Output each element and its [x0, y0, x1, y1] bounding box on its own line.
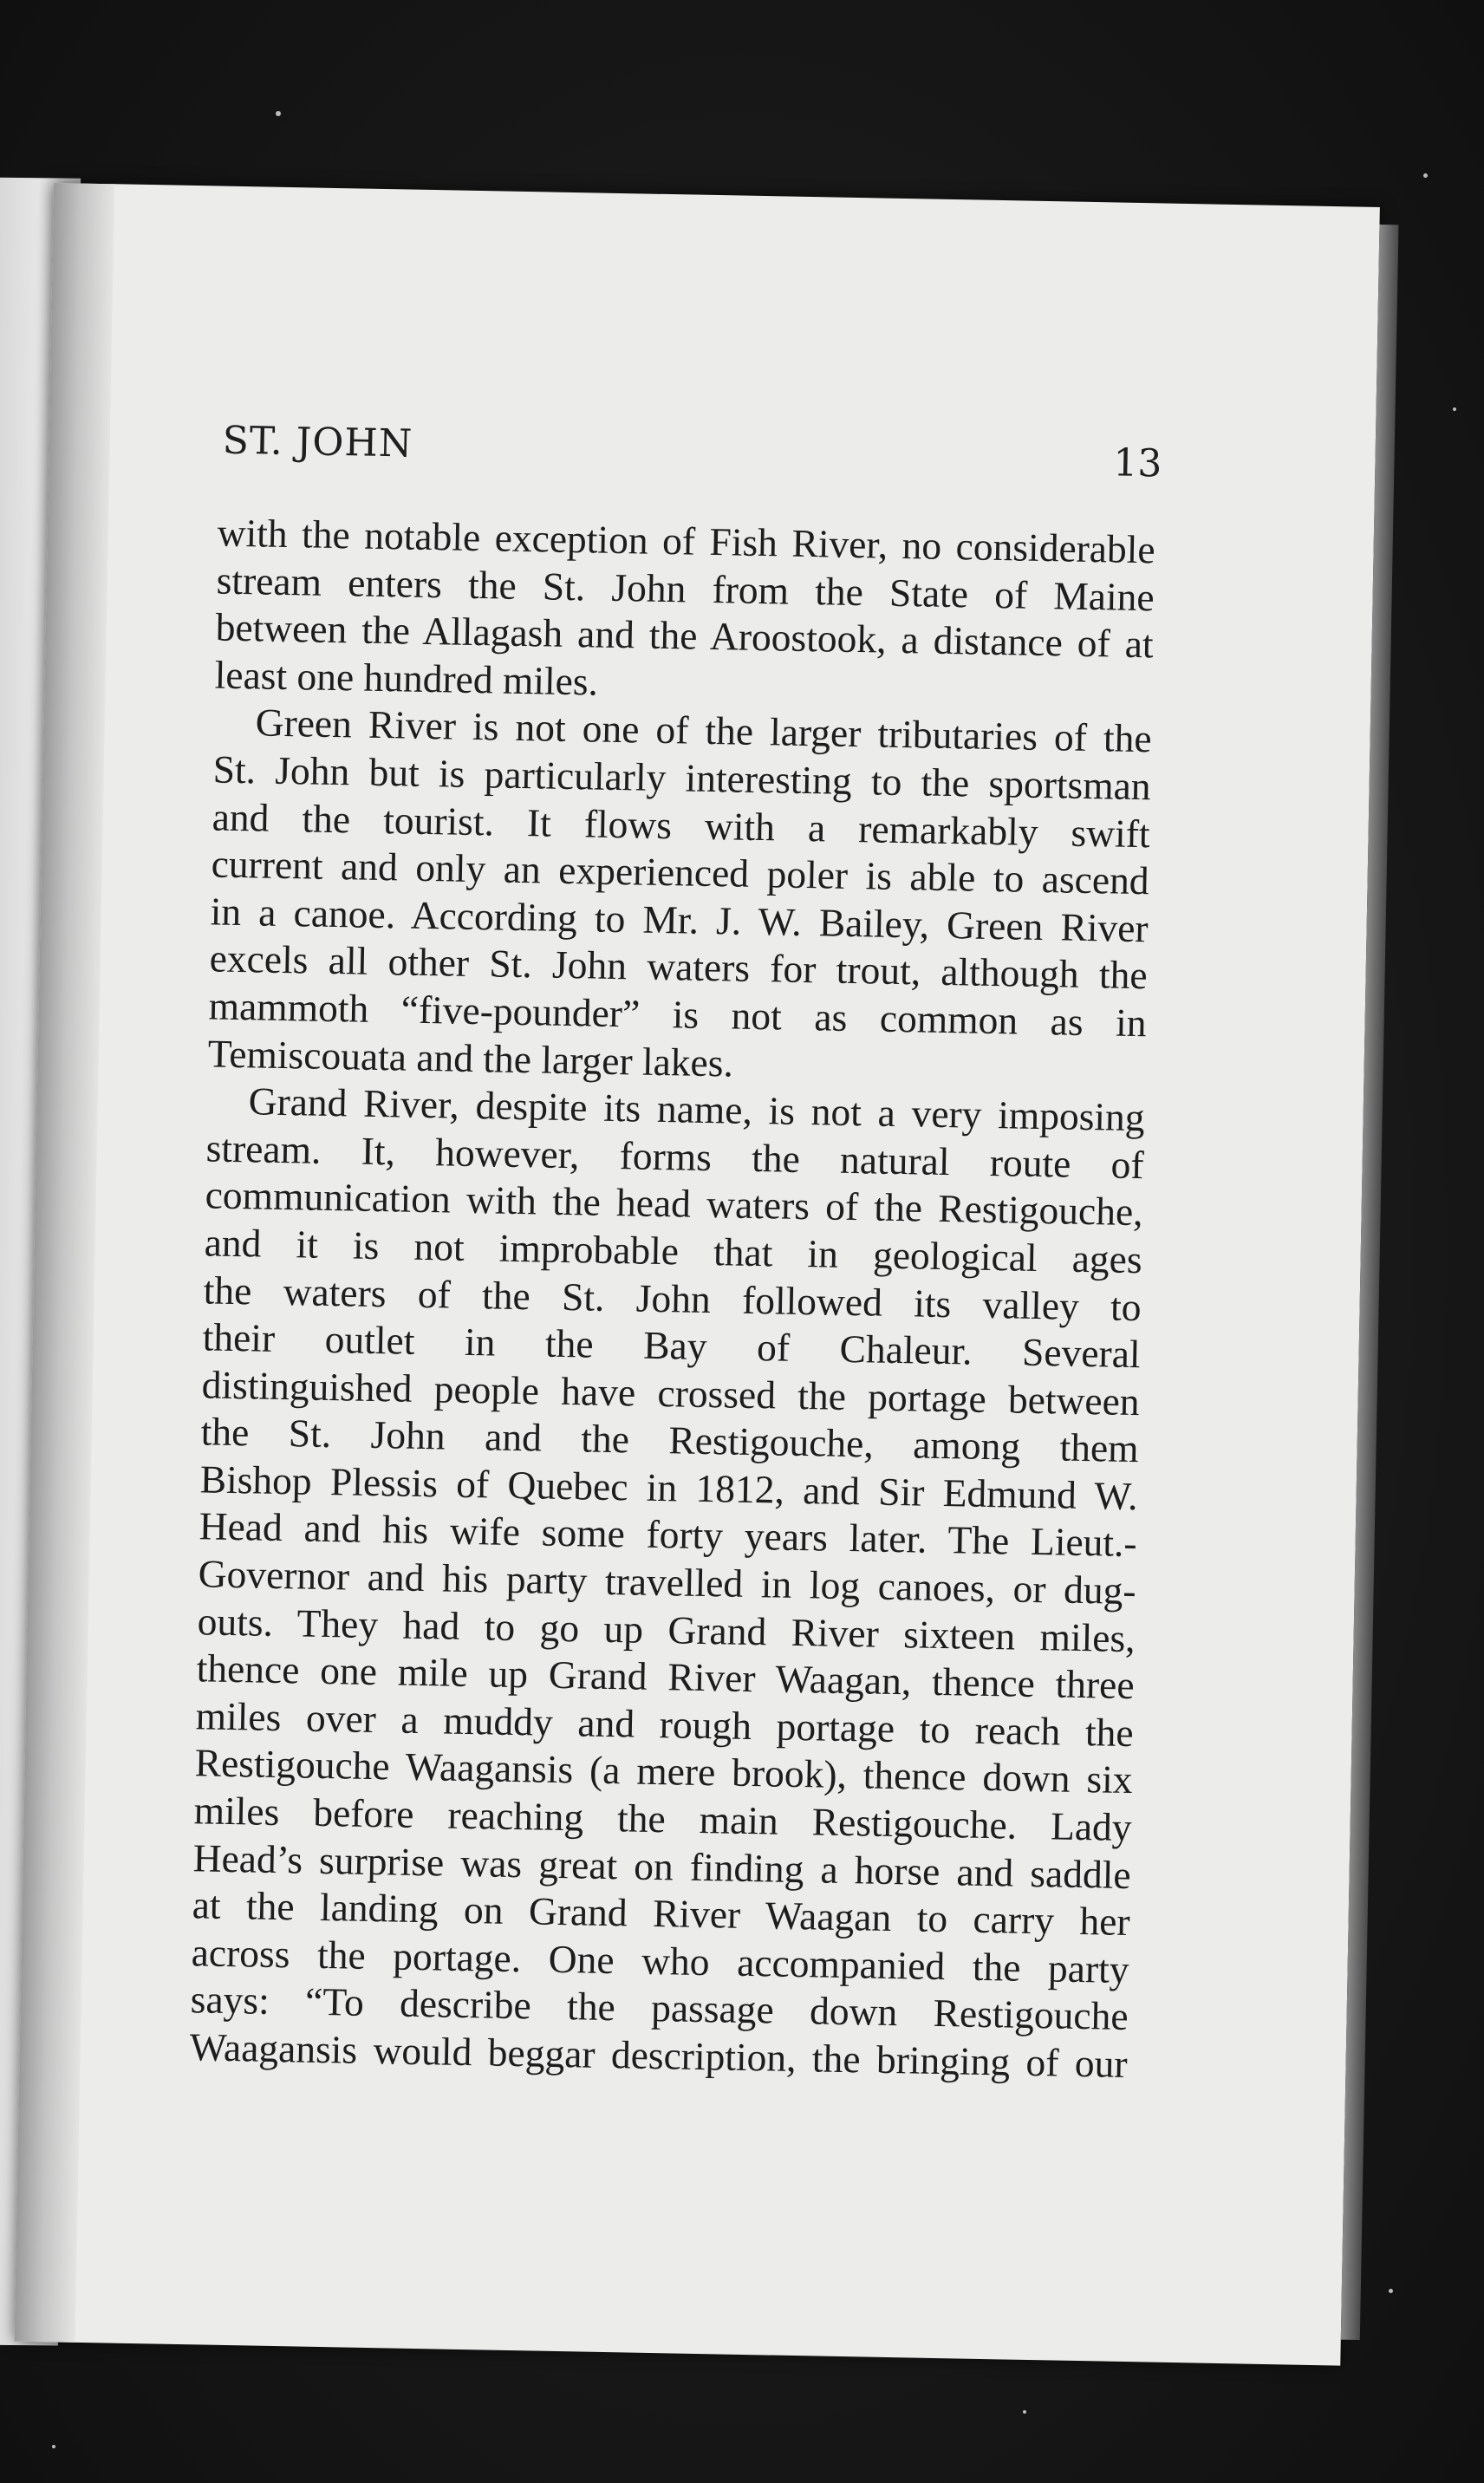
text-line: with the notable exception of Fish River, no considerable [217, 510, 1156, 572]
text-line: stream enters the St. John from the State of Maine [216, 557, 1155, 619]
text-line: St. John but is particularly interesting to the sportsman [212, 746, 1152, 809]
page-number: 13 [1112, 440, 1162, 486]
page-stack-edge [1341, 225, 1399, 2340]
text-line: the St. John and the Restigouche, among them [200, 1409, 1140, 1471]
text-line: and it is not improbable that in geological ages [204, 1220, 1143, 1282]
text-line: their outlet in the Bay of Chaleur. Several [202, 1314, 1142, 1377]
text-line: outs. They had to go up Grand River sixteen miles, [197, 1598, 1136, 1660]
body-text [189, 510, 1155, 2089]
text-line: says: “To describe the passage down Restigouche [190, 1977, 1129, 2039]
running-head: ST. JOHN [222, 418, 413, 466]
text-line: excels all other St. John waters for trout, although the [209, 935, 1149, 998]
text-line: miles before reaching the main Restigouche. Lady [193, 1788, 1133, 1850]
text-line: the waters of the St. John followed its valley to [203, 1267, 1142, 1329]
text-line: across the portage. One who accompanied the party [191, 1930, 1130, 1991]
text-line: Waagansis would beggar description, the bringing of our [189, 2024, 1129, 2087]
text-line: Grand River, despite its name, is not a very imposing [248, 1079, 1146, 1140]
text-line: distinguished people have crossed the portage between [201, 1362, 1141, 1424]
text-line: and the tourist. It flows with a remarkably swift [212, 794, 1151, 856]
text-line: current and only an experienced poler is able to ascend [211, 841, 1150, 903]
text-line: Temiscouata and the larger lakes. [207, 1030, 734, 1085]
text-line: Bishop Plessis of Quebec in 1812, and Sir Edmund W. [199, 1457, 1139, 1519]
text-line: least one hundred miles. [214, 652, 599, 704]
text-line: Head and his wife some forty years later. The Lieut.- [199, 1503, 1138, 1566]
text-line: Governor and his party travelled in log canoes, or dug- [198, 1551, 1137, 1613]
text-line: communication with the head waters of the Restigouche, [205, 1172, 1144, 1235]
text-line: thence one mile up Grand River Waagan, thence three [196, 1646, 1136, 1708]
text-line: at the landing on Grand River Waagan to carry her [192, 1882, 1131, 1945]
text-line: Restigouche Waagansis (a mere brook), thence down six [194, 1740, 1134, 1802]
text-line: stream. It, however, forms the natural route of [205, 1125, 1145, 1187]
text-line: mammoth “five-pounder” is not as common as in [208, 983, 1148, 1046]
text-line: miles over a muddy and rough portage to reach the [195, 1693, 1135, 1755]
text-line: Green River is not one of the larger tributaries of the [255, 700, 1153, 761]
text-line: between the Allagash and the Aroostook, a distance of at [215, 604, 1155, 667]
text-line: Head’s surprise was great on finding a horse and saddle [192, 1835, 1132, 1897]
text-line: in a canoe. According to Mr. J. W. Bailey, Green River [210, 889, 1149, 951]
book-page [14, 183, 1379, 2366]
